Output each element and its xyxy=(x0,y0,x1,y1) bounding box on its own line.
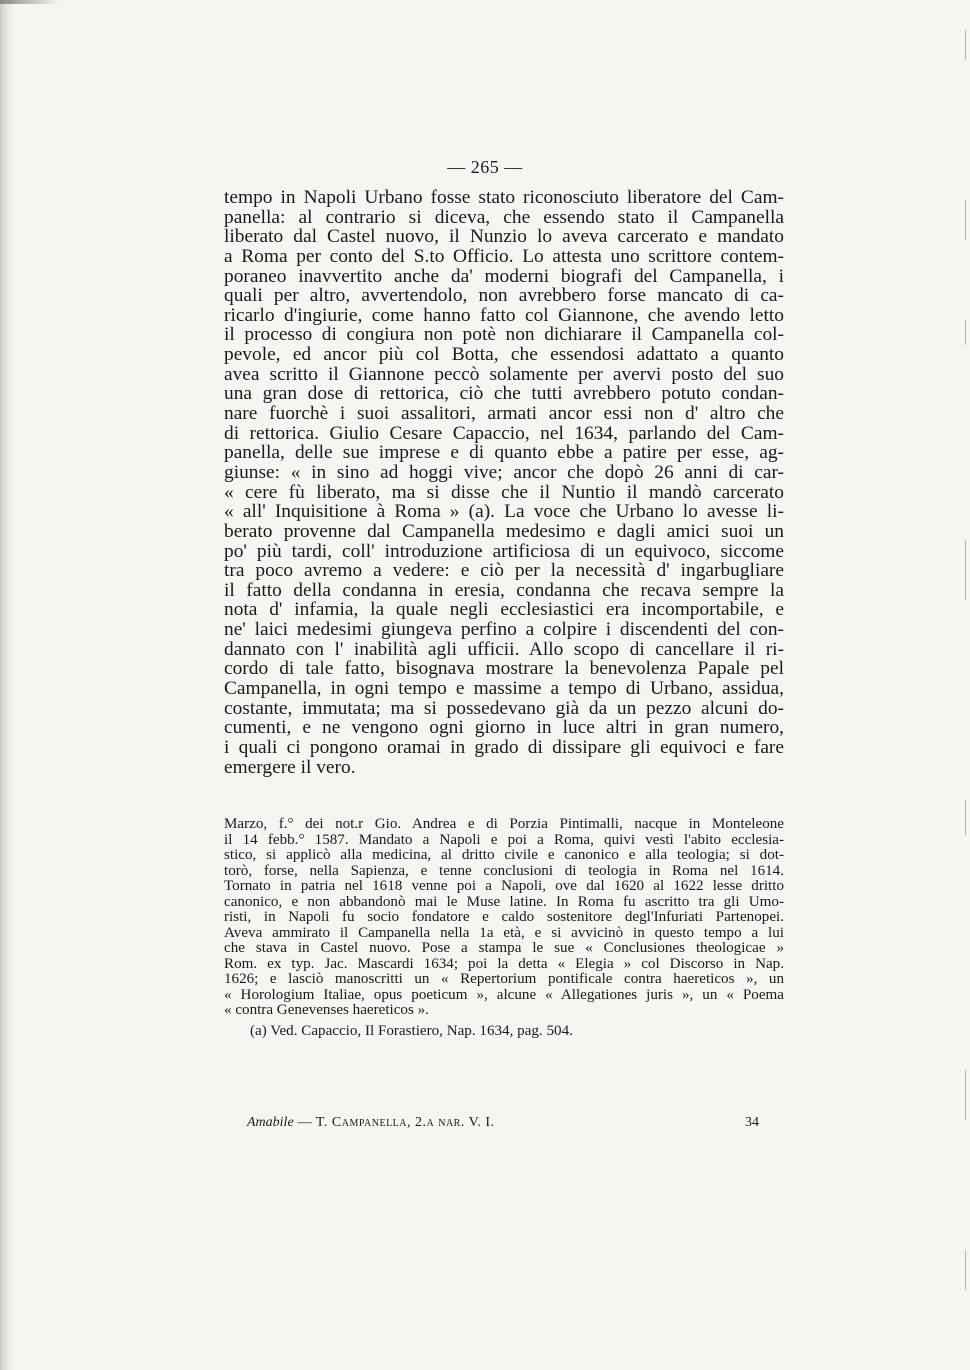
page-number: — 265 — xyxy=(447,157,523,177)
text-line: Campanella, in ogni tempo e massime a tempo di Urbano, assidua, xyxy=(224,678,784,700)
text-line: tempo in Napoli Urbano fosse stato riconosciuto liberatore del Cam- xyxy=(224,187,784,208)
footnote-line: torò, forse, nella Sapienza, e tenne conclusioni di teologia in Roma nel 1614. xyxy=(224,862,784,879)
footer-signature: 34 xyxy=(745,1115,759,1130)
text-line: po' più tardi, coll' introduzione artificiosa di un equivoco, siccome xyxy=(224,540,784,562)
text-line: cordo di tale fatto, bisognava mostrare la benevolenza Papale pel xyxy=(224,658,784,680)
footer-title: — T. Campanella, 2.a nar. V. I. xyxy=(293,1115,495,1130)
text-line: ricarlo d'ingiurie, come hanno fatto col Giannone, che avendo letto xyxy=(224,304,784,326)
text-line: nota d' infamia, la quale negli ecclesiastici era incomportabile, e xyxy=(224,599,784,621)
text-line: il processo di congiura non potè non dichiarare il Campanella col- xyxy=(224,324,784,346)
text-line: di rettorica. Giulio Cesare Capaccio, nel 1634, parlando del Cam- xyxy=(224,422,784,444)
text-line: panella: al contrario si diceva, che essendo stato il Campanella xyxy=(224,206,784,228)
page-right-edge xyxy=(965,20,967,1350)
footer-author: Amabile xyxy=(247,1115,294,1130)
text-line: panella, delle sue imprese e di quanto ebbe a patire per esse, ag- xyxy=(224,442,784,464)
page-footer xyxy=(247,1115,759,1131)
text-line: ne' laici medesimi giungeva perfino a colpire i discendenti del con- xyxy=(224,619,784,641)
footnote-line: canonico, e non abbandonò mai le Muse latine. In Roma fu ascritto tra gli Umo- xyxy=(224,893,784,910)
text-line: poraneo inavvertito anche da' moderni biografi del Campanella, i xyxy=(224,265,784,287)
text-line: emergere il vero. xyxy=(224,756,356,778)
main-text-block xyxy=(224,188,784,777)
footnote-line: stico, si applicò alla medicina, al dritto civile e canonico e alla teologia; si dot- xyxy=(224,847,784,863)
text-line: quali per altro, avvertendolo, non avrebbero forse mancato di ca- xyxy=(224,285,784,307)
text-line: costante, immutata; ma si possedevano già da un pezzo alcuni do- xyxy=(224,697,784,719)
text-line: nare fuorchè i suoi assalitori, armati ancor essi non d' altro che xyxy=(224,403,784,425)
footnote-line: Marzo, f.° dei not.r Gio. Andrea e di Porzia Pintimalli, nacque in Monteleone xyxy=(224,816,784,832)
text-line: berato provenne dal Campanella medesimo e dagli amici suoi un xyxy=(224,520,784,542)
footnote-reference: (a) Ved. Capaccio, Il Forastiero, Nap. 1634, pag. 504. xyxy=(250,1022,573,1039)
text-line: dannato con l' inabilità agli ufficii. Allo scopo di cancellare il ri- xyxy=(224,638,784,660)
text-line: « cere fù liberato, ma si disse che il Nuntio il mandò carcerato xyxy=(224,481,784,503)
text-line: avea scritto il Giannone peccò solamente per avervi posto del suo xyxy=(224,363,784,385)
text-line: giunse: « in sino ad hoggi vive; ancor che dopò 26 anni di car- xyxy=(224,461,784,483)
footer-running-title xyxy=(247,1115,495,1131)
footnote-line: il 14 febb.° 1587. Mandato a Napoli e poi a Roma, quivi vestì l'abito ecclesia- xyxy=(224,831,784,848)
scan-corner-mark xyxy=(0,0,60,4)
footnote-line: Rom. ex typ. Jac. Mascardi 1634; poi la detta « Elegia » col Discorso in Nap. xyxy=(224,955,784,972)
page-binding-edge xyxy=(0,0,14,1370)
footnote-line: « contra Genevenses haereticos ». xyxy=(224,1002,429,1018)
footnote-line: che stava in Castel nuovo. Pose a stampa le sue « Conclusiones theologicae » xyxy=(224,940,784,956)
text-line: a Roma per conto del S.to Officio. Lo attesta uno scrittore contem- xyxy=(224,245,784,267)
text-line: pevole, ed ancor più col Botta, che essendosi adattato a quanto xyxy=(224,344,784,366)
footnote-line: Tornato in patria nel 1618 venne poi a Napoli, ove dal 1620 al 1622 lesse dritto xyxy=(224,878,784,894)
footnotes-block xyxy=(224,817,784,1039)
text-line: il fatto della condanna in eresia, condanna che recava sempre la xyxy=(224,579,784,601)
footnote-line: risti, in Napoli fu socio fondatore e caldo sostenitore degl'Infuriati Partenopei. xyxy=(224,909,784,925)
footnote-line: « Horologium Italiae, opus poeticum », alcune « Allegationes juris », un « Poema xyxy=(224,986,784,1003)
text-line: « all' Inquisitione à Roma » (a). La voce che Urbano lo avesse li- xyxy=(224,501,784,523)
footnote-line: Aveva ammirato il Campanella nella 1a età, e si avvicinò in questo tempo a lui xyxy=(224,924,784,941)
footnote-line: 1626; e lasciò manoscritti un « Repertorium pontificale contra haereticos », un xyxy=(224,971,784,987)
text-line: liberato dal Castel nuovo, il Nunzio lo aveva carcerato e mandato xyxy=(224,226,784,248)
text-line: i quali ci pongono oramai in grado di dissipare gli equivoci e fare xyxy=(224,736,784,758)
text-line: tra poco avremo a vedere: e ciò per la necessità d' ingarbugliare xyxy=(224,560,784,582)
text-line: cumenti, e ne vengono ogni giorno in luce altri in gran numero, xyxy=(224,717,784,739)
text-line: una gran dose di rettorica, ciò che tutti avrebbero potuto condan- xyxy=(224,383,784,405)
